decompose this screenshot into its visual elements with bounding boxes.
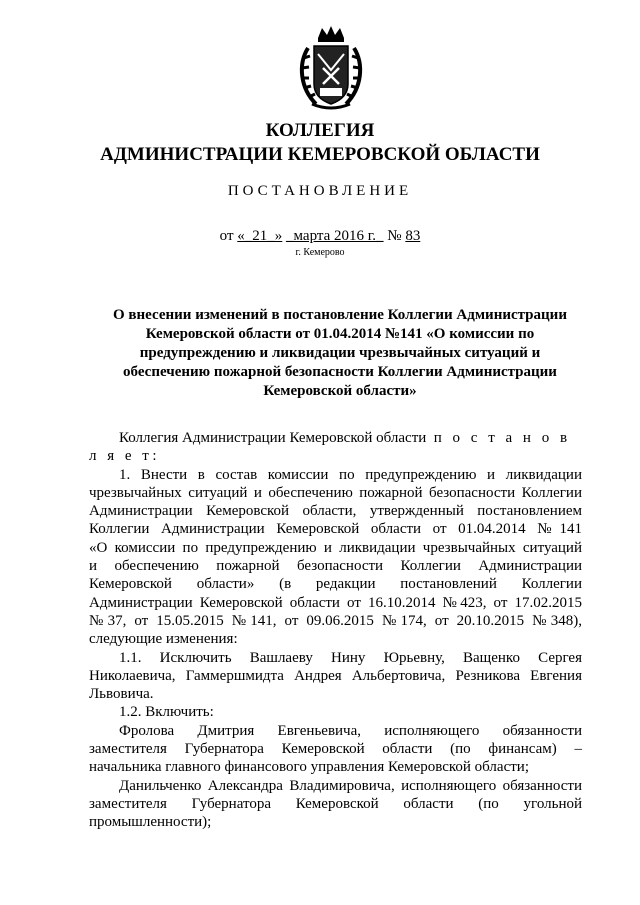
date-month-year: _марта 2016 г._ xyxy=(286,228,384,244)
collegium-heading: КОЛЛЕГИЯ xyxy=(265,120,375,141)
body-line: 1.1. Исключить Вашлаеву Нину Юрьевну, Ващенко Сергея xyxy=(119,649,582,666)
number-sign: № xyxy=(387,228,402,244)
body-line: «О комиссии по предупреждению и ликвидации чрезвычайных ситуаций xyxy=(89,539,582,556)
body-line: Фролова Дмитрия Евгеньевича, исполняющего обязанности xyxy=(119,722,582,739)
body-line: Николаевича, Гаммершмидта Андрея Альбертовича, Резникова Евгения xyxy=(89,667,582,684)
document-body xyxy=(89,429,582,832)
administration-heading: АДМИНИСТРАЦИИ КЕМЕРОВСКОЙ ОБЛАСТИ xyxy=(100,144,540,165)
document-number: 83 xyxy=(405,228,421,244)
body-line: Коллегии Администрации Кемеровской области от 01.04.2014 №141 xyxy=(89,521,582,538)
body-line: 1.2. Включить: xyxy=(119,704,214,721)
body-line: начальника главного финансового управления Кемеровской области; xyxy=(89,759,529,776)
body-line: чрезвычайных ситуаций и обеспечению пожарной безопасности Коллегии xyxy=(89,484,582,501)
coat-of-arms-emblem xyxy=(296,24,366,112)
body-line: Администрации Кемеровской области, утвержденный постановлением xyxy=(89,503,582,520)
body-line: №37, от 15.05.2015 №141, от 09.06.2015 №174, от 20.10.2015 №348), xyxy=(89,612,582,629)
body-line: промышленности); xyxy=(89,814,212,831)
body-line: Администрации Кемеровской области от 16.10.2014 №423, от 17.02.2015 xyxy=(89,594,582,611)
date-line xyxy=(0,228,640,245)
document-title: О внесении изменений в постановление Коллегии Администрации Кемеровской области от 01.04.2014 №141 «О комиссии по предупреждению и ликвидации чрезвычайных ситуаций и обеспечению пожарной безопасности Коллегии Администрации Кемеровской области» xyxy=(113,307,567,399)
body-line: заместителя Губернатора Кемеровской области (по финансам) – xyxy=(89,741,582,758)
date-from: от xyxy=(219,228,234,244)
date-day: «_21_» xyxy=(237,228,283,244)
city: г. Кемерово xyxy=(295,247,345,258)
body-line: Коллегия Администрации Кемеровской области п о с т а н о в л я е т: xyxy=(89,430,571,465)
body-line: заместителя Губернатора Кемеровской области (по угольной xyxy=(89,795,582,812)
body-line: и обеспечению пожарной безопасности Коллегии Администрации xyxy=(89,558,582,575)
body-line: следующие изменения: xyxy=(89,631,238,648)
body-line: Данильченко Александра Владимировича, исполняющего обязанности xyxy=(119,777,582,794)
document-type: ПОСТАНОВЛЕНИЕ xyxy=(227,183,413,199)
body-line: 1. Внести в состав комиссии по предупреждению и ликвидации xyxy=(119,466,582,483)
body-line: Львовича. xyxy=(89,686,154,703)
body-line: Кемеровской области» (в редакции постановлений Коллегии xyxy=(89,576,582,593)
